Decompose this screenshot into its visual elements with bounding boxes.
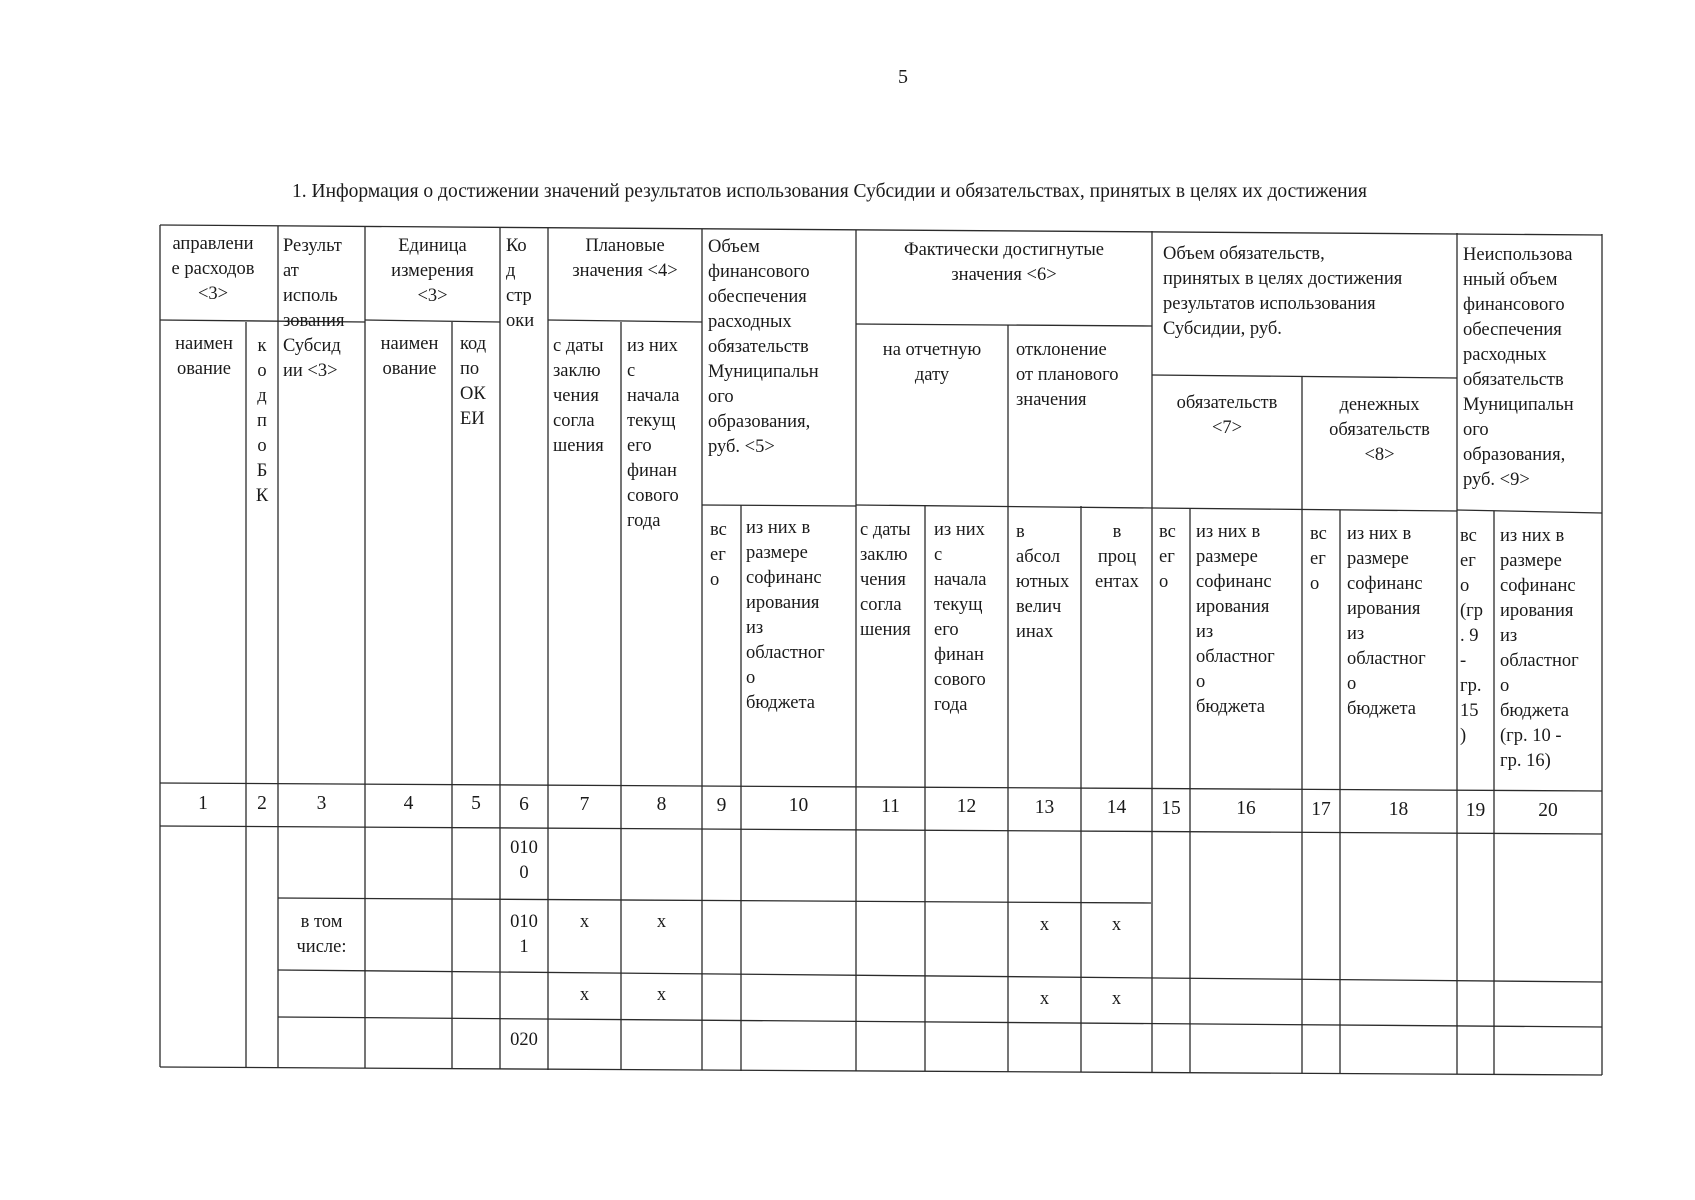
row-code: 010 0	[510, 838, 538, 883]
header-planned-from-agreement: с даты заклю чения согла шения	[553, 336, 604, 456]
header-actual-reporting-date: на отчетную дату	[882, 340, 982, 385]
header-unused-volume: Неиспользова нный объем финансового обеспечения расходных обязательств Муниципальн ого образования, руб. <9>	[1463, 245, 1574, 490]
x-mark: x	[579, 912, 590, 932]
header-col16-cofin: из них в размере софинанс ирования из областног о бюджета	[1196, 522, 1275, 717]
column-number: 16	[1236, 798, 1256, 819]
x-mark: x	[1039, 989, 1050, 1009]
header-col19-total: вс ег о (гр . 9 - гр. 15 )	[1460, 526, 1483, 746]
header-actual-from-year-start: из них с начала текущ его финан сового года	[934, 520, 987, 715]
column-number: 4	[403, 793, 414, 814]
column-number: 19	[1465, 800, 1486, 821]
column-number: 13	[1034, 797, 1055, 818]
column-number: 5	[471, 793, 481, 814]
header-planned-from-year-start: из них с начала текущ его финан сового года	[627, 336, 680, 531]
header-col9-total: вс ег о	[710, 520, 727, 590]
column-number: 11	[881, 796, 900, 817]
column-number: 2	[257, 793, 267, 814]
header-line-code: Ко д стр оки	[506, 236, 535, 331]
page-number: 5	[898, 66, 908, 88]
x-mark: x	[1111, 989, 1122, 1009]
row-code: 010 1	[510, 912, 538, 957]
header-col17-total: вс ег о	[1310, 524, 1327, 594]
x-mark: x	[579, 985, 590, 1005]
header-col10-cofin: из них в размере софинанс ирования из областног о бюджета	[746, 518, 825, 713]
x-mark: x	[656, 912, 667, 932]
header-direction-name: наимен ование	[175, 334, 233, 379]
column-number: 20	[1538, 800, 1558, 821]
column-number: 17	[1311, 799, 1331, 820]
document-title: 1. Информация о достижении значений результатов использования Субсидии и обязательствах, принятых в целях их достижения	[292, 181, 1367, 202]
column-number: 12	[956, 796, 977, 817]
header-direction-code: к о д п о Б К	[255, 336, 269, 506]
x-mark: x	[656, 985, 667, 1005]
header-direction: аправлени е расходов <3>	[171, 234, 255, 304]
column-number: 1	[198, 793, 208, 814]
column-number: 18	[1388, 799, 1409, 820]
header-col20-cofin: из них в размере софинанс ирования из областног о бюджета (гр. 10 - гр. 16)	[1500, 526, 1579, 771]
header-unit-code: код по ОК ЕИ	[460, 334, 487, 429]
header-col18-cofin: из них в размере софинанс ирования из областног о бюджета	[1347, 524, 1426, 719]
header-unit: Единица измерения <3>	[391, 236, 474, 306]
header-monetary-obligations: денежных обязательств <8>	[1329, 395, 1430, 465]
header-planned: Плановые значения <4>	[572, 236, 678, 281]
header-obligations: обязательств <7>	[1176, 393, 1278, 438]
column-number: 3	[316, 793, 327, 814]
header-deviation-pct: в проц ентах	[1095, 522, 1139, 592]
row-code: 020	[510, 1030, 538, 1050]
column-number: 7	[579, 794, 590, 815]
header-actual-from-agreement: с даты заклю чения согла шения	[860, 520, 911, 640]
header-obligations-volume: Объем обязательств, принятых в целях достижения результатов использования Субсидии, руб.	[1163, 244, 1403, 339]
column-number: 15	[1161, 798, 1181, 819]
x-mark: x	[1039, 915, 1050, 935]
header-unit-name: наимен ование	[380, 334, 439, 379]
column-number: 6	[519, 794, 529, 815]
header-result: Результ ат исполь зования Субсид ии <3>	[283, 236, 345, 381]
column-number: 14	[1106, 797, 1127, 818]
header-col15-total: вс ег о	[1159, 522, 1176, 592]
header-financing-volume: Объем финансового обеспечения расходных обязательств Муниципальн ого образования, руб. <5>	[708, 237, 819, 457]
header-deviation-abs: в абсол ютных велич инах	[1016, 522, 1070, 642]
x-mark: x	[1111, 915, 1122, 935]
header-actual: Фактически достигнутые значения <6>	[903, 240, 1105, 285]
column-number: 8	[656, 794, 667, 815]
row-label-including: в том числе:	[296, 912, 347, 957]
column-number: 10	[788, 795, 809, 816]
column-number: 9	[716, 795, 727, 816]
header-deviation: отклонение от планового значения	[1016, 340, 1119, 410]
